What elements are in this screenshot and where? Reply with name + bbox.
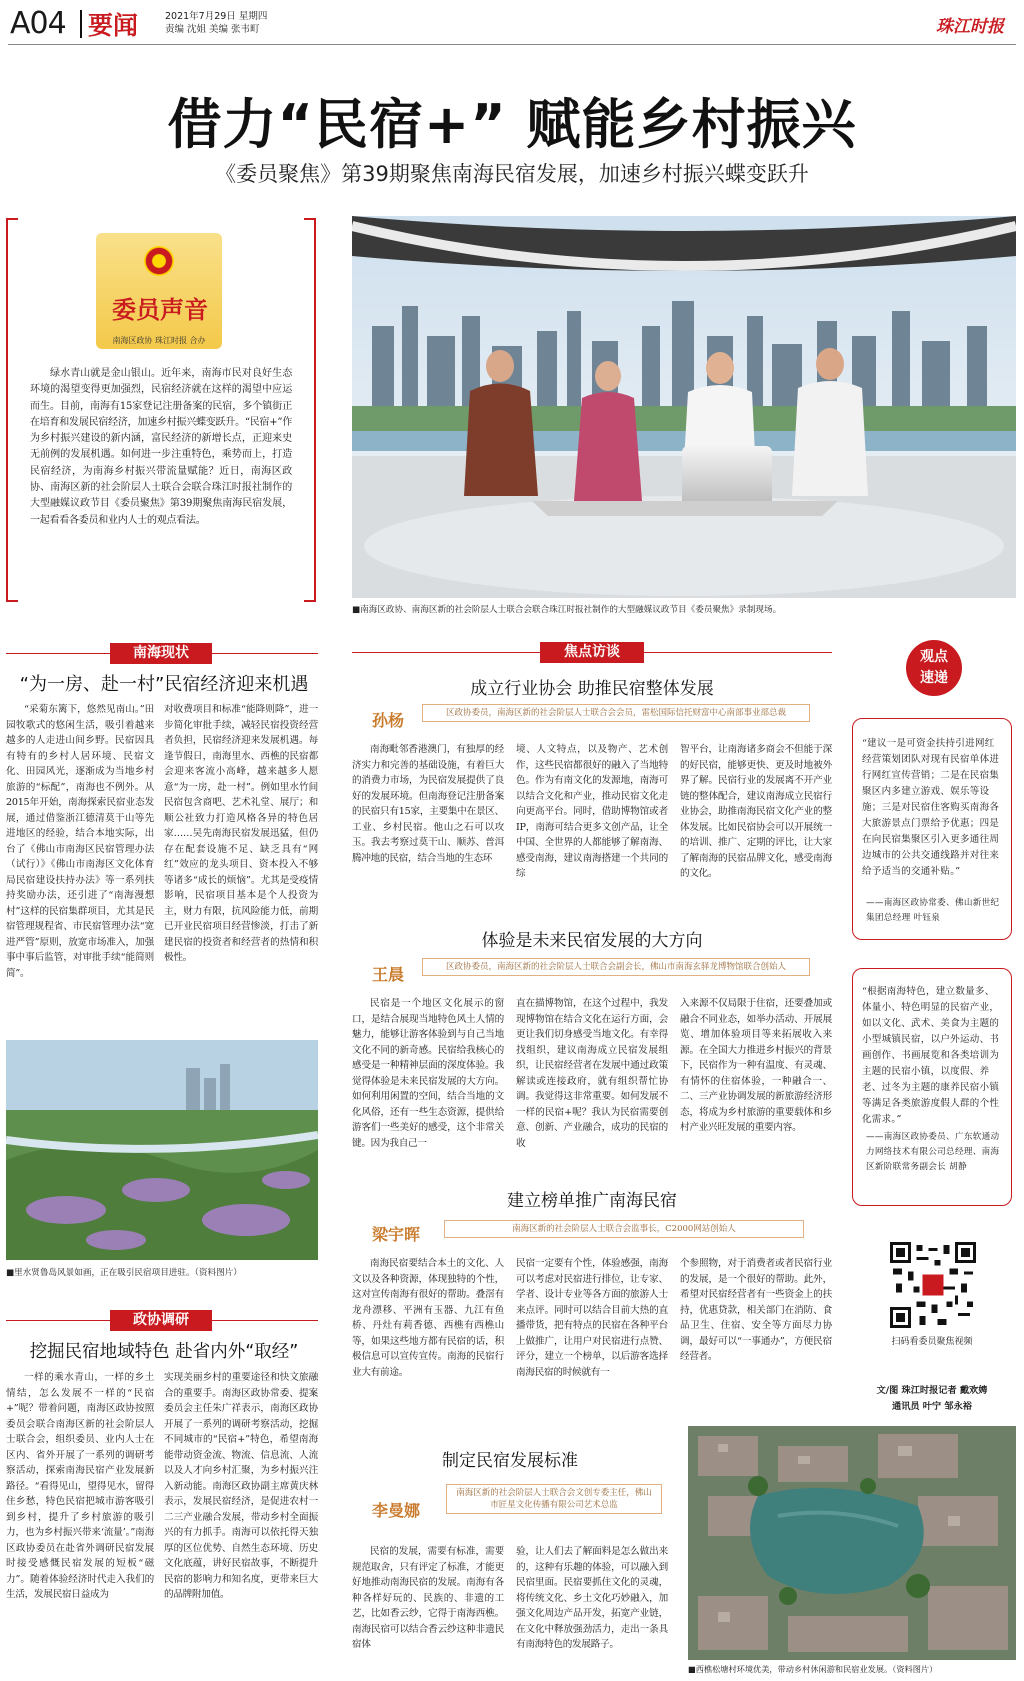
byline-correspondent: 通讯员 叶宁 邹永裕 [892,1401,972,1412]
headline: 借力“民宿+” 赋能乡村振兴 [167,93,857,156]
article-col: 实现美丽乡村的重要途径和快文旅融合的重要手。南海区政协常委、提案委员会主任朱广祥表示，南海区政协开展了一系列的调研考察活动，挖掘不同城市的“民宿+”特色，希望南海能带动资金流、物流、信息流、人流以及人才向乡村汇聚，为乡村振兴注入新动能。南海区政协副主席黄庆林表示，发展民宿经济，是促进农村一二三产业融合发展，带动乡村全面振兴的有力抓手。南海可以依托得天独厚的区位优势、自然生态环境、历史文化底蕴，讲好民宿故事，不断提升民宿的影响力和知名度，更带来巨大的品牌附加值。 [164,1372,318,1600]
article-col: 民宿的发展，需要有标准，需要规范取舍，只有评定了标准，才能更好地推动南海民宿的发展。南海有各种各样好玩的、民族的、非遗的工艺，比如香云纱，它得于南海西樵。南海民宿可以结合香云纱这种非遗民宿体 [352,1546,504,1650]
studio-photo [352,216,1016,598]
masthead-meta [165,10,267,36]
speaker-title: 区政协委员，南海区新的社会阶层人士联合会副会长，佛山市南海玄驿龙博物馆联合创始人 [422,958,810,976]
subheading-3: 建立榜单推广南海民宿 [507,1191,677,1211]
article-col: 直在描博物馆，在这个过程中，我发现博物馆在结合文化在运行方面，会更让我们切身感受当地文化。有幸得找组织，建议南海成立民宿发展组织，让民宿经营者在发展中通过政策解读或连接政府，就有组织帮忙协调。我觉得这非常重要。如何发展不一样的民宿+呢？我认为民宿需要创意、创新、产业融合，成功的民宿的收 [516,998,668,1149]
quote-2: “根据南海特色，建立数量多、体量小、特色明显的民宿产业，如以文化、武术、美食为主题的小型城镇民宿，以户外运动、书画创作、书画展览和各类培训为主题的民宿小镇，以度假、养老、过冬为主题的康养民宿小镇等满足各类旅游度假人群的个性化需求。” [862,986,1000,1125]
speaker-title: 南海区新的社会阶层人士联合会监事长，C2000网站创始人 [444,1220,804,1238]
article-col: 对收费项目和标准“能降则降”，进一步简化审批手续，减轻民宿投资经营者负担，民宿经济迎来发展机遇。每逢节假日，南海里水、西樵的民宿都会迎来客流小高峰，越来越多人愿意“为一房，赴一村”。例如里水竹间民宿包含商吧、艺术礼堂、展厅；和顺公社致力打造风格各异的特色居家……吴先南海民宿发展迅猛，但仍存在配套设施不足、缺乏具有“网红”效应的龙头项目、资本投入不够等诸多“成长的烦恼”。尤其是受疫情影响，民宿项目基本是个人投资为主，财力有限，抗风险能力低，前期已开业民宿项目经营惨淡，打击了新建民宿的投资者和经营者的热情和积极性。 [164,704,318,963]
issue-date: 2021年7月29日 星期四 [165,11,268,22]
page-number: A04 [10,6,66,41]
speaker-name: 李曼娜 [372,1501,421,1520]
subtitle: 《委员聚焦》第39期聚焦南海民宿发展，加速乡村振兴蝶变跃升 [215,162,809,186]
speaker-name: 孙杨 [372,711,405,730]
article-col: “采菊东篱下，悠然见南山。”田园牧歌式的悠闲生活，吸引着越来越多的人走进山间乡野。民宿因具有特有的乡村人居环境、民宿文化、田园风光，逐渐成为当地乡村旅游的“标配”，南海也不例外。从2015年开始，南海探索民宿业态发展，通过借鉴浙江德清莫干山等先进地区的经验，结合本地实际，出台了《佛山市南海区民宿管理办法（试行）》《佛山市南海区文化体育局民宿建设扶持办法》等一系列扶持奖励办法，还引进了“南海漫想村”这样的民宿集群项目，尤其是民宿管理规程省、市民宿管理办法“宽进严管”原则，放宽市场准入，加强事中事后监管，对审批手续“能简则简”。 [6,704,154,979]
article-col: 个参照物，对于消费者或者民宿行业的发展，是一个很好的帮助。此外，希望对民宿经营者有一些资金上的扶持，优惠贷款，相关部门在消防、食品卫生、住宿、安全等方面尽力协调，最好可以“一事通办”，方便民宿经营者。 [680,1258,832,1362]
section-label-research: 政协调研 [110,1310,212,1331]
emblem-icon [144,246,174,276]
editors: 责编 沈姐 美编 张韦町 [165,24,260,35]
photo-caption: ■南海区政协、南海区新的社会阶层人士联合会联合珠江时报社制作的大型融媒议政节目《委员聚焦》录制现场。 [352,605,782,615]
opinion-badge: 观点速递 [906,640,962,696]
photo-caption: ■里水贤鲁岛风景如画，正在吸引民宿项目进驻。（资料图片） [6,1268,242,1278]
quote-2-source: ——南海区政协委员、广东软通动力网络技术有限公司总经理、南海区新阶联常务副会长 胡静 [866,1132,1000,1172]
speaker-title: 南海区新的社会阶层人士联合会文创专委主任，佛山市匠星文化传播有限公司艺术总监 [446,1484,662,1514]
article-col: 民宿一定要有个性，体验感强，南海可以考虑对民宿进行排位，让专家、学者、设计专业等各方面的旅游人士来点评。同时可以结合目前大热的直播带货，把有特点的民宿在各种平台上做推广，让用户对民宿进行点赞、评分，建立一个榜单，以后游客选择南海民宿的时候就有一 [516,1258,668,1378]
column-logo-title: 委员声音 [112,295,208,324]
qr-label: 扫码看委员聚焦视频 [891,1337,973,1347]
quote-1: “建议一是可资金扶持引进网红经营策划团队对现有民宿单体进行网红宣传营销；二是在民宿集聚区内多建立游戏、娱乐等设施；三是对民宿住客购买南海各大旅游景点门票给予优惠；四是在向民宿集聚区引入更多通往周边城市的公共交通线路并对往来给予适当的交通补贴。” [862,738,1000,877]
speaker-title: 区政协委员，南海区新的社会阶层人士联合会会员，雷松国际信托财富中心南部事业部总裁 [422,704,810,722]
section-name: 要闻 [88,11,139,40]
subheading-4: 制定民宿发展标准 [442,1451,578,1471]
article-col: 境、人文特点，以及物产、艺术创作，这些民宿都很好的融入了当地特色。作为有南文化的发源地，南海可以结合文化和产业，推动民宿文化走向更高平台。同时，借助博物馆或者IP，南海可结合更多文创产品，让全中国、全世界的人都能够了解南海、感受南海，建议南海搭建一个共同的综 [516,744,668,879]
article-col: 入来源不仅局限于住宿，还要叠加或融合不同业态，如举办活动、开展展览、增加体验项目等来拓展收入来源。在全国大力推进乡村振兴的背景下，民宿作为一种有温度、有灵魂、有情怀的住宿体验，一种融合一、二、三产业协调发展的新旅游经济形态，将成为乡村旅游的重要载体和乡村产业兴旺发展的重要内容。 [680,998,832,1133]
village-photo [6,1040,318,1260]
photo-caption: ■西樵松塘村环境优美，带动乡村休闲游和民宿业发展。（资料图片） [688,1664,938,1674]
article-col: 南海毗邻香港澳门，有独厚的经济实力和完善的基础设施，有着巨大的消费力市场，为民宿发展提供了良好的发展环境。但南海登记注册备案的民宿只有15家，主要集中在景区、工业、乡村民宿。他山之石可以攻玉。我去考察过莫干山、顺苏、普洱腾冲地的民宿，结合当地的生态环 [352,744,504,864]
article-title-research: 挖掘民宿地域特色 赴省内外“取经” [29,1342,299,1362]
paper-logo: 珠江时报 [936,17,1004,37]
aerial-photo [688,1426,1016,1660]
article-title-status: “为一房、赴一村”民宿经济迎来机遇 [19,674,309,695]
masthead-rule [8,44,1016,45]
byline-reporter: 文/图 珠江时报记者 戴欢娉 [876,1385,988,1396]
article-col: 一样的乘水青山，一样的乡土情结，怎么发展不一样的“民宿+”呢？带着问题，南海区政协按照委员会联合南海区新的社会阶层人士联合会，组织委员、业内人士在区内、省外开展了一系列的调研考察活动，探索南海民宿产业发展新路径。“看得见山，望得见水，留得住乡愁，特色民宿把城市游客吸引到乡村，提升了乡村旅游的吸引力，也为乡村振兴带来‘流量’。”南海区政协委员在赴省外调研民宿发展时接受感慨民宿发展的短板“磁力”。随着体验经济时代走入我们的生活，发展民宿日益成为 [6,1372,154,1600]
article-col: 验，让人们去了解面料是怎么做出来的，这种有乐趣的体验，可以融入到民宿里面。民宿要抓住文化的灵魂，将传统文化、乡土文化巧妙融入，加强文化周边产品开发，拓宽产业链，在文化中释放强劲活力，走出一条具有南海特色的发展路子。 [516,1546,668,1650]
article-col: 民宿是一个地区文化展示的窗口，是结合展现当地特色风土人情的魅力，能够让游客体验到与自己当地文化不同的新奇感。民宿给我核心的感受是一种精神层面的深度体验。我觉得体验是未来民宿发展的大方向。如何利用闲置的空间，结合当地的文化风俗，还有一些生态资源，提供给游客们一些美好的感受，这个非常关键。因为我自己一 [352,998,504,1149]
article-col: 智平台，让南海诸多商会不但能于深的好民宿，能够更快、更及时地被外界了解。民宿行业的发展离不开产业链的整体配合，建议南海成立民宿行业协会，助推南海民宿文化产业的整体发展。比如民宿协会可以开展统一的培训、推广、定期的评比，让大家了解南海的民宿品牌文化，感受南海的文化。 [680,744,832,879]
masthead-divider [80,10,82,38]
speaker-name: 梁宇晖 [372,1225,421,1244]
subheading-2: 体验是未来民宿发展的大方向 [481,931,703,951]
quote-1-source: ——南海区政协常委、佛山新世纪集团总经理 叶钰泉 [866,898,1000,923]
article-col: 南海民宿要结合本土的文化、人文以及各种资源，体现独特的个性，这对宣传南海有很好的帮助。叠滘有龙舟漂移、平洲有玉器、九江有鱼桥、丹灶有莉香德、西樵有西樵山等，如果这些地方都有民宿的话，积极信息可以宣传宣传。南海的民宿行业大有前途。 [352,1258,504,1378]
speaker-name: 王晨 [372,965,405,984]
qr-code[interactable] [890,1242,976,1328]
intro-text: 绿水青山就是金山银山。近年来，南海市民对良好生态环境的渴望变得更加强烈，民宿经济就在这样的渴望中应运而生。目前，南海有15家登记注册备案的民宿，多个镇街正在培育和发展民宿经济，加速乡村振兴蝶变跃升。“民宿+”作为乡村振兴建设的新内涵，富民经济的新增长点，正迎来史无前例的发展机遇。如何进一步注重特色，乘势而上，打造民宿经济，为南海乡村振兴带流量赋能？近日，南海区政协、南海区新的社会阶层人士联合会联合珠江时报社制作的大型融媒议政节目《委员聚焦》第39期聚焦南海民宿发展，一起看看各委员和业内人士的观点看法。 [30,368,292,526]
column-logo-sub: 南海区政协 珠江时报 合办 [112,336,206,345]
section-label-status: 南海现状 [110,643,212,664]
section-label-focus: 焦点访谈 [540,642,644,663]
subheading-1: 成立行业协会 助推民宿整体发展 [470,679,714,699]
